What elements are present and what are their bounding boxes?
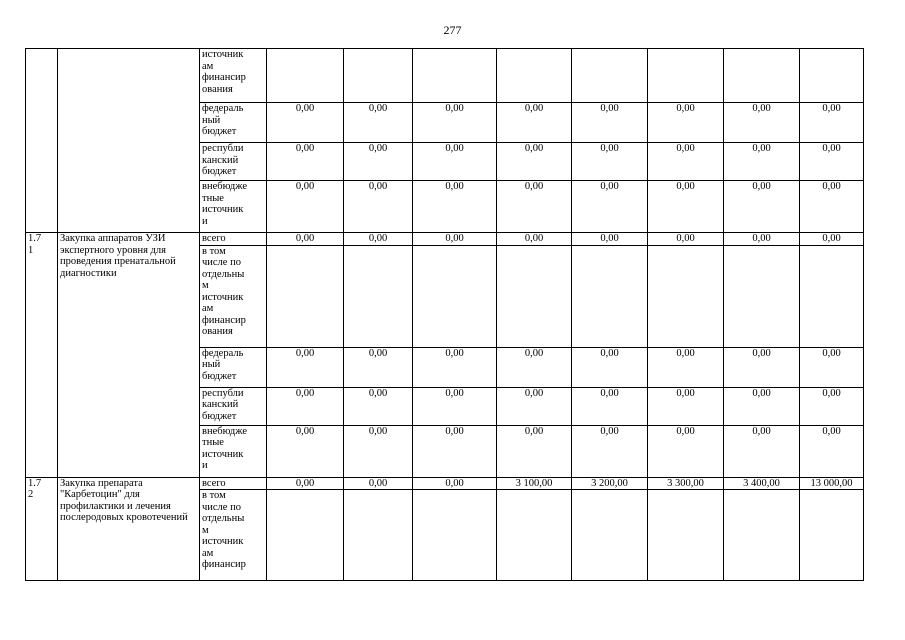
value-cell: 0,00 [724, 425, 800, 477]
value-cell: 0,00 [800, 103, 864, 143]
value-cell: 3 400,00 [724, 477, 800, 490]
value-cell [800, 49, 864, 103]
value-cell: 0,00 [267, 143, 344, 181]
value-cell: 0,00 [413, 143, 497, 181]
source-label: внебюдже тные источник и [200, 425, 267, 477]
value-cell: 0,00 [497, 103, 572, 143]
index-cell [26, 49, 58, 233]
value-cell: 0,00 [267, 233, 344, 246]
measure-name-cell: Закупка препарата "Карбетоцин" для профилактики и лечения послеродовых кровотечений [58, 477, 200, 581]
table-row [26, 49, 864, 103]
value-cell [724, 49, 800, 103]
value-cell: 0,00 [497, 425, 572, 477]
value-cell: 0,00 [724, 387, 800, 425]
value-cell [497, 49, 572, 103]
value-cell [267, 245, 344, 347]
value-cell [344, 245, 413, 347]
source-label: федераль ный бюджет [200, 347, 267, 387]
value-cell: 0,00 [344, 477, 413, 490]
value-cell [413, 245, 497, 347]
value-cell: 0,00 [344, 233, 413, 246]
value-cell: 0,00 [344, 143, 413, 181]
value-cell [648, 49, 724, 103]
value-cell [267, 49, 344, 103]
value-cell: 0,00 [497, 233, 572, 246]
value-cell: 0,00 [497, 347, 572, 387]
measure-name-cell [58, 49, 200, 233]
value-cell: 0,00 [267, 347, 344, 387]
value-cell [344, 490, 413, 581]
value-cell [572, 245, 648, 347]
source-label: источник ам финансир ования [200, 49, 267, 103]
value-cell [344, 49, 413, 103]
value-cell: 0,00 [648, 347, 724, 387]
value-cell [497, 245, 572, 347]
value-cell [724, 245, 800, 347]
value-cell: 0,00 [413, 233, 497, 246]
value-cell: 0,00 [413, 181, 497, 233]
budget-table [25, 48, 864, 581]
value-cell: 0,00 [572, 181, 648, 233]
value-cell [497, 490, 572, 581]
value-cell [267, 490, 344, 581]
value-cell: 0,00 [344, 103, 413, 143]
value-cell: 0,00 [413, 347, 497, 387]
value-cell: 0,00 [344, 181, 413, 233]
value-cell: 0,00 [344, 425, 413, 477]
value-cell: 13 000,00 [800, 477, 864, 490]
value-cell [648, 490, 724, 581]
value-cell: 0,00 [413, 425, 497, 477]
value-cell: 0,00 [267, 425, 344, 477]
value-cell: 0,00 [572, 103, 648, 143]
value-cell: 0,00 [724, 233, 800, 246]
value-cell: 0,00 [800, 143, 864, 181]
source-label: внебюдже тные источник и [200, 181, 267, 233]
value-cell: 0,00 [648, 103, 724, 143]
value-cell: 0,00 [267, 103, 344, 143]
value-cell [413, 49, 497, 103]
value-cell: 3 300,00 [648, 477, 724, 490]
value-cell: 0,00 [800, 347, 864, 387]
value-cell [572, 49, 648, 103]
index-cell: 1.7 2 [26, 477, 58, 581]
value-cell: 0,00 [413, 477, 497, 490]
value-cell: 3 100,00 [497, 477, 572, 490]
table-row [26, 477, 864, 490]
value-cell: 0,00 [800, 233, 864, 246]
value-cell: 0,00 [648, 233, 724, 246]
value-cell: 0,00 [648, 181, 724, 233]
source-label: всего [200, 233, 267, 246]
source-label: всего [200, 477, 267, 490]
value-cell: 0,00 [497, 143, 572, 181]
value-cell: 0,00 [648, 425, 724, 477]
value-cell: 0,00 [572, 233, 648, 246]
value-cell: 0,00 [267, 477, 344, 490]
value-cell: 0,00 [800, 425, 864, 477]
value-cell: 0,00 [344, 347, 413, 387]
value-cell: 0,00 [267, 387, 344, 425]
source-label: в том числе по отдельны м источник ам финансир [200, 490, 267, 581]
value-cell [572, 490, 648, 581]
source-label: республи канский бюджет [200, 143, 267, 181]
value-cell: 0,00 [724, 143, 800, 181]
index-cell: 1.7 1 [26, 233, 58, 478]
source-label: федераль ный бюджет [200, 103, 267, 143]
value-cell: 3 200,00 [572, 477, 648, 490]
value-cell: 0,00 [497, 387, 572, 425]
value-cell: 0,00 [344, 387, 413, 425]
value-cell: 0,00 [572, 387, 648, 425]
value-cell [724, 490, 800, 581]
value-cell: 0,00 [572, 425, 648, 477]
value-cell: 0,00 [724, 347, 800, 387]
value-cell: 0,00 [267, 181, 344, 233]
table-row [26, 233, 864, 246]
value-cell [800, 245, 864, 347]
value-cell [413, 490, 497, 581]
value-cell: 0,00 [724, 103, 800, 143]
value-cell: 0,00 [800, 387, 864, 425]
value-cell: 0,00 [497, 181, 572, 233]
value-cell: 0,00 [648, 387, 724, 425]
value-cell: 0,00 [572, 143, 648, 181]
value-cell: 0,00 [572, 347, 648, 387]
value-cell [648, 245, 724, 347]
value-cell: 0,00 [413, 103, 497, 143]
value-cell: 0,00 [648, 143, 724, 181]
measure-name-cell: Закупка аппаратов УЗИ экспертного уровня для проведения пренатальной диагностики [58, 233, 200, 478]
value-cell [800, 490, 864, 581]
source-label: республи канский бюджет [200, 387, 267, 425]
value-cell: 0,00 [413, 387, 497, 425]
page-number: 277 [443, 23, 462, 37]
value-cell: 0,00 [724, 181, 800, 233]
source-label: в том числе по отдельны м источник ам финансир ования [200, 245, 267, 347]
value-cell: 0,00 [800, 181, 864, 233]
